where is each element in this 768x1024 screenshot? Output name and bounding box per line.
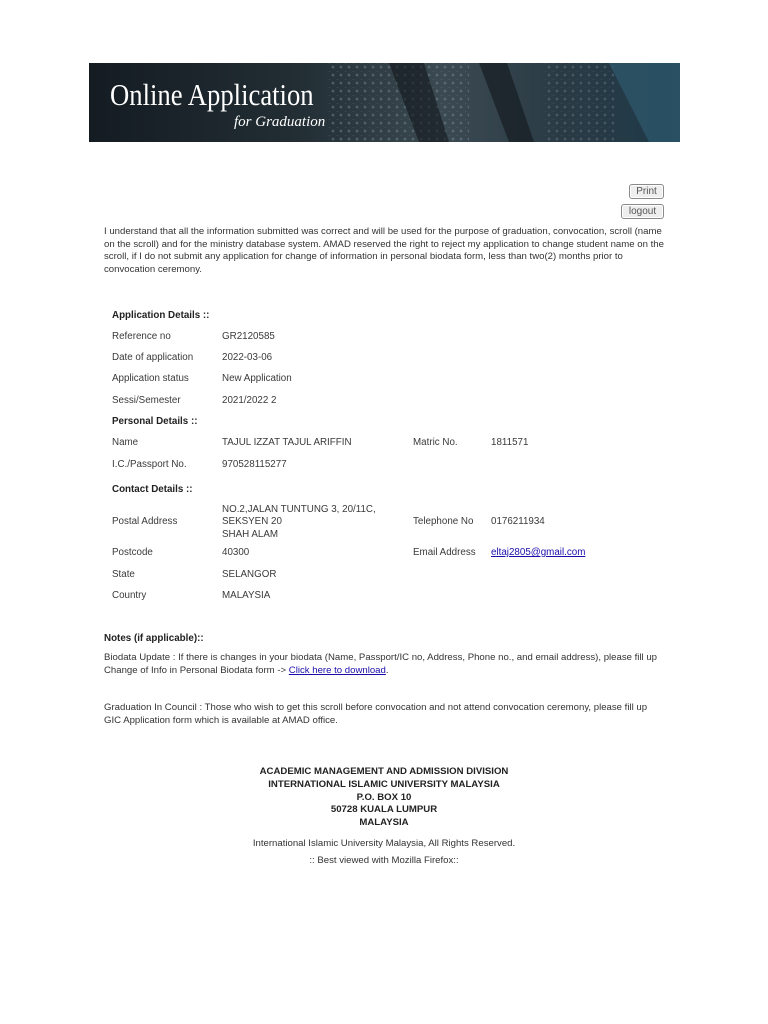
print-button[interactable]: Print xyxy=(629,184,664,199)
reference-label: Reference no xyxy=(112,331,171,342)
email-label: Email Address xyxy=(413,547,476,558)
date-of-application-label: Date of application xyxy=(112,352,194,363)
session-semester-value: 2021/2022 2 xyxy=(222,395,277,406)
gic-note: Graduation In Council : Those who wish to get this scroll before convocation and not attend convocation ceremony, please fill up GIC Application form which is available at AMAD office. xyxy=(104,702,648,726)
banner-title: Online Application xyxy=(110,77,314,112)
reference-value: GR2120585 xyxy=(222,331,275,342)
postcode-label: Postcode xyxy=(112,547,153,558)
name-value: TAJUL IZZAT TAJUL ARIFFIN xyxy=(222,437,352,448)
browser-note: :: Best viewed with Mozilla Firefox:: xyxy=(309,855,459,866)
footer-city: 50728 KUALA LUMPUR xyxy=(330,804,438,816)
application-details-heading: Application Details :: xyxy=(112,310,210,321)
footer-address xyxy=(0,766,768,830)
date-of-application-value: 2022-03-06 xyxy=(222,352,273,363)
state-label: State xyxy=(112,569,135,580)
country-value: MALAYSIA xyxy=(222,590,271,601)
postal-address-label: Postal Address xyxy=(112,516,178,527)
notes-heading: Notes (if applicable):: xyxy=(104,633,204,644)
disclaimer-text: I understand that all the information submitted was correct and will be used for the purpose of graduation, convocation, scroll (name on the scroll) and for the ministry database system. AMAD reserved the right to reject my application to change student name on the scroll, if I do not submit any application for change of information in personal biodata form, less than two(2) months prior to convocation ceremony. xyxy=(104,226,664,275)
header-banner xyxy=(89,63,680,142)
state-value: SELANGOR xyxy=(222,569,277,580)
contact-details-heading: Contact Details :: xyxy=(112,484,193,495)
matric-label: Matric No. xyxy=(413,437,458,448)
ic-passport-label: I.C./Passport No. xyxy=(112,459,187,470)
footer-division: ACADEMIC MANAGEMENT AND ADMISSION DIVISION xyxy=(259,766,509,777)
download-form-link[interactable]: Click here to download xyxy=(288,664,386,676)
footer-country: MALAYSIA xyxy=(359,817,409,829)
footer-university: INTERNATIONAL ISLAMIC UNIVERSITY MALAYSIA xyxy=(268,778,500,790)
application-status-label: Application status xyxy=(112,373,189,384)
logout-button[interactable]: logout xyxy=(621,204,664,219)
address-line-3: SHAH ALAM xyxy=(222,528,279,540)
postal-address-value xyxy=(222,504,376,541)
copyright-text: International Islamic University Malaysia, All Rights Reserved. xyxy=(252,838,516,849)
biodata-update-note xyxy=(104,652,664,677)
biodata-update-end: . xyxy=(385,664,389,676)
matric-value: 1811571 xyxy=(491,437,529,448)
application-status-value: New Application xyxy=(222,373,292,384)
email-link[interactable]: eltaj2805@gmail.com xyxy=(491,547,586,558)
postcode-value: 40300 xyxy=(222,547,250,558)
session-semester-label: Sessi/Semester xyxy=(112,395,181,406)
name-label: Name xyxy=(112,437,139,448)
country-label: Country xyxy=(112,590,147,601)
ic-passport-value: 970528115277 xyxy=(222,459,287,470)
personal-details-heading: Personal Details :: xyxy=(112,416,198,427)
telephone-value: 0176211934 xyxy=(491,516,545,527)
biodata-update-text: Biodata Update : If there is changes in your biodata (Name, Passport/IC no, Address, Phone no., and email address), please fill up Change of Info in Personal Biodata form -> xyxy=(104,652,658,676)
address-line-1: NO.2,JALAN TUNTUNG 3, 20/11C, xyxy=(222,504,376,515)
address-line-2: SEKSYEN 20 xyxy=(222,516,282,528)
banner-subtitle: for Graduation xyxy=(234,114,326,130)
telephone-label: Telephone No xyxy=(413,516,474,527)
footer-po-box: P.O. BOX 10 xyxy=(356,791,412,803)
